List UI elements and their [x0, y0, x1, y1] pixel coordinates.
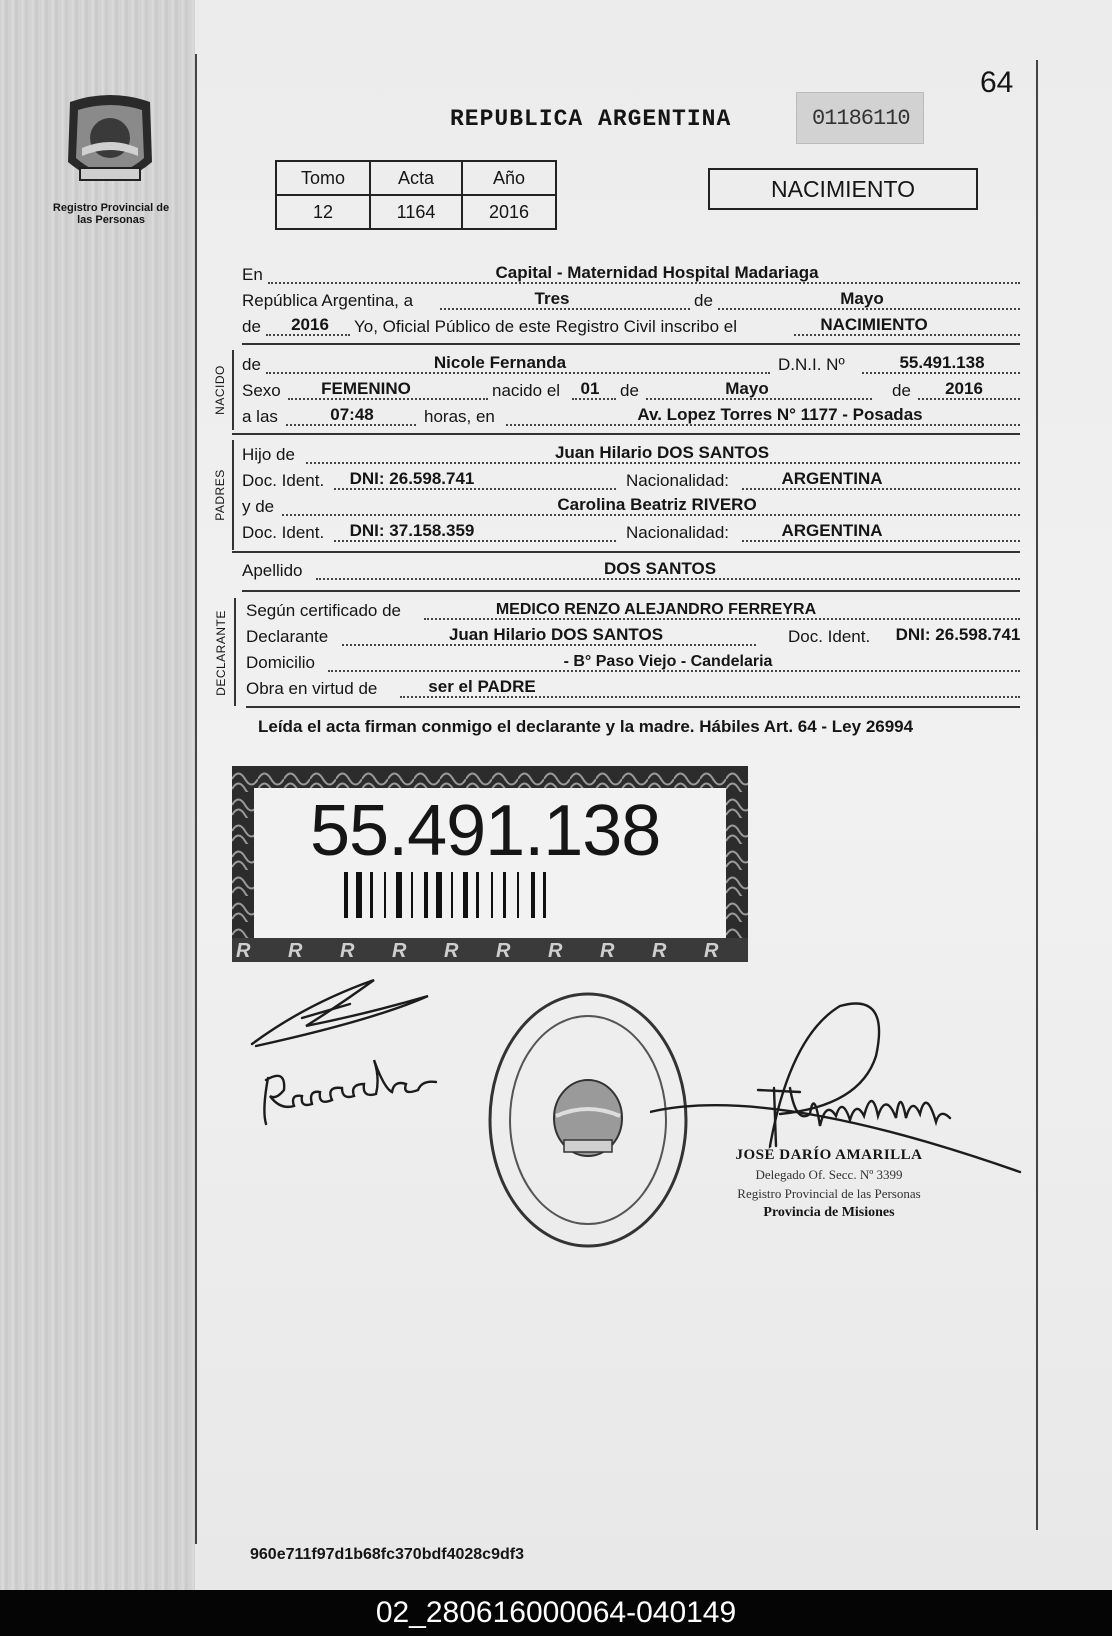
birth-month: Mayo [725, 379, 769, 398]
dni-barcode [344, 872, 650, 918]
barcode-bar [491, 872, 493, 918]
barcode-bar [396, 872, 402, 918]
badge-pattern-letter: R [288, 940, 303, 962]
province-emblem-icon [60, 92, 160, 196]
father-nationality-label: Nacionalidad: [626, 471, 730, 490]
birth-year: 2016 [945, 379, 983, 398]
declarante-doc-label: Doc. Ident. [788, 627, 871, 646]
father-row [242, 444, 1020, 468]
mother-nationality-label: Nacionalidad: [626, 523, 730, 542]
acta-value: 1164 [370, 195, 462, 229]
nacido-name-row [242, 354, 1020, 378]
anio-header: Año [462, 161, 556, 195]
horas-label: horas, en [424, 407, 495, 426]
declarante-section-label: DECLARANTE [214, 610, 228, 696]
barcode-bar [463, 872, 468, 918]
sexo-label: Sexo [242, 381, 281, 400]
obra-row [246, 678, 1020, 702]
declarante-row [246, 626, 1020, 650]
official-name: JOSÉ DARÍO AMARILLA [735, 1147, 923, 1163]
father-name: Juan Hilario DOS SANTOS [554, 443, 770, 462]
barcode-bar [424, 872, 428, 918]
official-role: Delegado Of. Secc. Nº 3399 [755, 1167, 903, 1182]
y-de-label: y de [242, 497, 275, 516]
de-label: de [694, 291, 713, 310]
document-title: REPUBLICA ARGENTINA [450, 106, 732, 132]
mother-row [242, 496, 1020, 520]
birth-time: 07:48 [330, 405, 374, 424]
birth-day: 01 [580, 379, 600, 398]
badge-pattern-letter: R [704, 940, 719, 962]
left-margin-rule [195, 54, 197, 1544]
act-type-box: NACIMIENTO [708, 168, 978, 210]
certificate-value: MEDICO RENZO ALEJANDRO FERREYRA [495, 601, 817, 618]
badge-pattern-letter: R [600, 940, 615, 962]
certificate-row [246, 600, 1020, 624]
serial-number: 01186110 [812, 106, 910, 131]
scan-edge [0, 0, 200, 1590]
barcode-bar [543, 872, 546, 918]
nacido-section-label: NACIDO [213, 365, 227, 415]
day-value: Tres [534, 289, 570, 308]
month-value: Mayo [840, 289, 884, 308]
declarante-doc: DNI: 26.598.741 [895, 625, 1021, 644]
legal-notice: Leída el acta firman conmigo el declarante y la madre. Hábiles Art. 64 - Ley 26994 [258, 717, 914, 736]
year-value: 2016 [291, 315, 329, 334]
barcode-bar [411, 872, 413, 918]
barcode-bar [476, 872, 479, 918]
barcode-bar [344, 872, 348, 918]
right-margin-rule [1036, 60, 1038, 1530]
domicilio-value: - B° Paso Viejo - Candelaria [563, 653, 773, 670]
dni-badge-number: 55.491.138 [310, 791, 661, 871]
obra-label: Obra en virtud de [246, 679, 378, 698]
acta-header: Acta [370, 161, 462, 195]
barcode-bar [503, 872, 506, 918]
declarante-label: Declarante [246, 627, 329, 646]
birth-de-label: de [620, 381, 639, 400]
act-value: NACIMIENTO [820, 315, 928, 334]
barcode-bar [356, 872, 362, 918]
time-place-row [242, 406, 1020, 430]
father-nationality: ARGENTINA [781, 469, 883, 488]
barcode-bar [517, 872, 519, 918]
barcode-bar [451, 872, 453, 918]
mother-doc: DNI: 37.158.359 [349, 521, 475, 540]
apellido-value: DOS SANTOS [603, 559, 717, 578]
nacido-el-label: nacido el [492, 381, 561, 400]
obra-value: ser el PADRE [428, 677, 536, 696]
barcode-bar [531, 872, 535, 918]
anio-value: 2016 [462, 195, 556, 229]
mother-nationality: ARGENTINA [781, 521, 883, 540]
book-reference-table [275, 160, 557, 230]
place-label: En [242, 265, 263, 284]
page-number: 64 [980, 66, 1014, 99]
place-value: Capital - Maternidad Hospital Madariaga [495, 263, 819, 282]
mother-doc-label: Doc. Ident. [242, 523, 325, 542]
de2-label: de [242, 317, 261, 336]
republica-label: República Argentina, a [242, 291, 414, 310]
barcode-bar [370, 872, 373, 918]
alas-label: a las [242, 407, 278, 426]
badge-pattern-letter: R [548, 940, 563, 962]
sex-value: FEMENINO [321, 379, 411, 398]
official-block [714, 1146, 944, 1222]
domicilio-row [246, 652, 1020, 676]
father-doc-label: Doc. Ident. [242, 471, 325, 490]
barcode-bar [384, 872, 386, 918]
hijo-de-label: Hijo de [242, 445, 295, 464]
child-dni: 55.491.138 [899, 353, 985, 372]
barcode-bar [436, 872, 442, 918]
place-row [242, 264, 1020, 288]
badge-pattern-letter: R [236, 940, 251, 962]
padres-section-label: PADRES [213, 469, 227, 521]
sexo-row [242, 380, 1020, 404]
date-row [242, 290, 1020, 314]
year-row [242, 316, 1020, 340]
domicilio-label: Domicilio [246, 653, 315, 672]
birth-de2-label: de [892, 381, 911, 400]
father-doc: DNI: 26.598.741 [349, 469, 475, 488]
tomo-value: 12 [276, 195, 370, 229]
statement-label: Yo, Oficial Público de este Registro Civil inscribo el [354, 317, 737, 336]
tomo-header: Tomo [276, 161, 370, 195]
birth-place: Av. Lopez Torres N° 1177 - Posadas [637, 405, 923, 424]
document-hash: 960e711f97d1b68fc370bdf4028c9df3 [250, 1546, 524, 1563]
declarant-signature [246, 960, 486, 1130]
mother-name: Carolina Beatriz RIVERO [557, 495, 757, 514]
badge-pattern-letter: R [340, 940, 355, 962]
apellido-row [242, 560, 1020, 584]
badge-pattern-letter: R [496, 940, 511, 962]
certificate-label: Según certificado de [246, 601, 401, 620]
footer-id: 02_280616000064-040149 [375, 1596, 737, 1629]
mother-doc-row [242, 522, 1020, 546]
apellido-label: Apellido [242, 561, 303, 580]
child-name: Nicole Fernanda [433, 353, 567, 372]
badge-pattern-letter: R [392, 940, 407, 962]
nacido-de-label: de [242, 355, 261, 374]
badge-pattern-letter: R [652, 940, 667, 962]
official-province: Provincia de Misiones [763, 1205, 895, 1220]
father-doc-row [242, 470, 1020, 494]
registry-label: Registro Provincial de las Personas [52, 202, 170, 226]
dni-label: D.N.I. Nº [778, 355, 845, 374]
declarante-name: Juan Hilario DOS SANTOS [448, 625, 664, 644]
badge-pattern-letter: R [444, 940, 459, 962]
official-registry: Registro Provincial de las Personas [737, 1186, 921, 1201]
